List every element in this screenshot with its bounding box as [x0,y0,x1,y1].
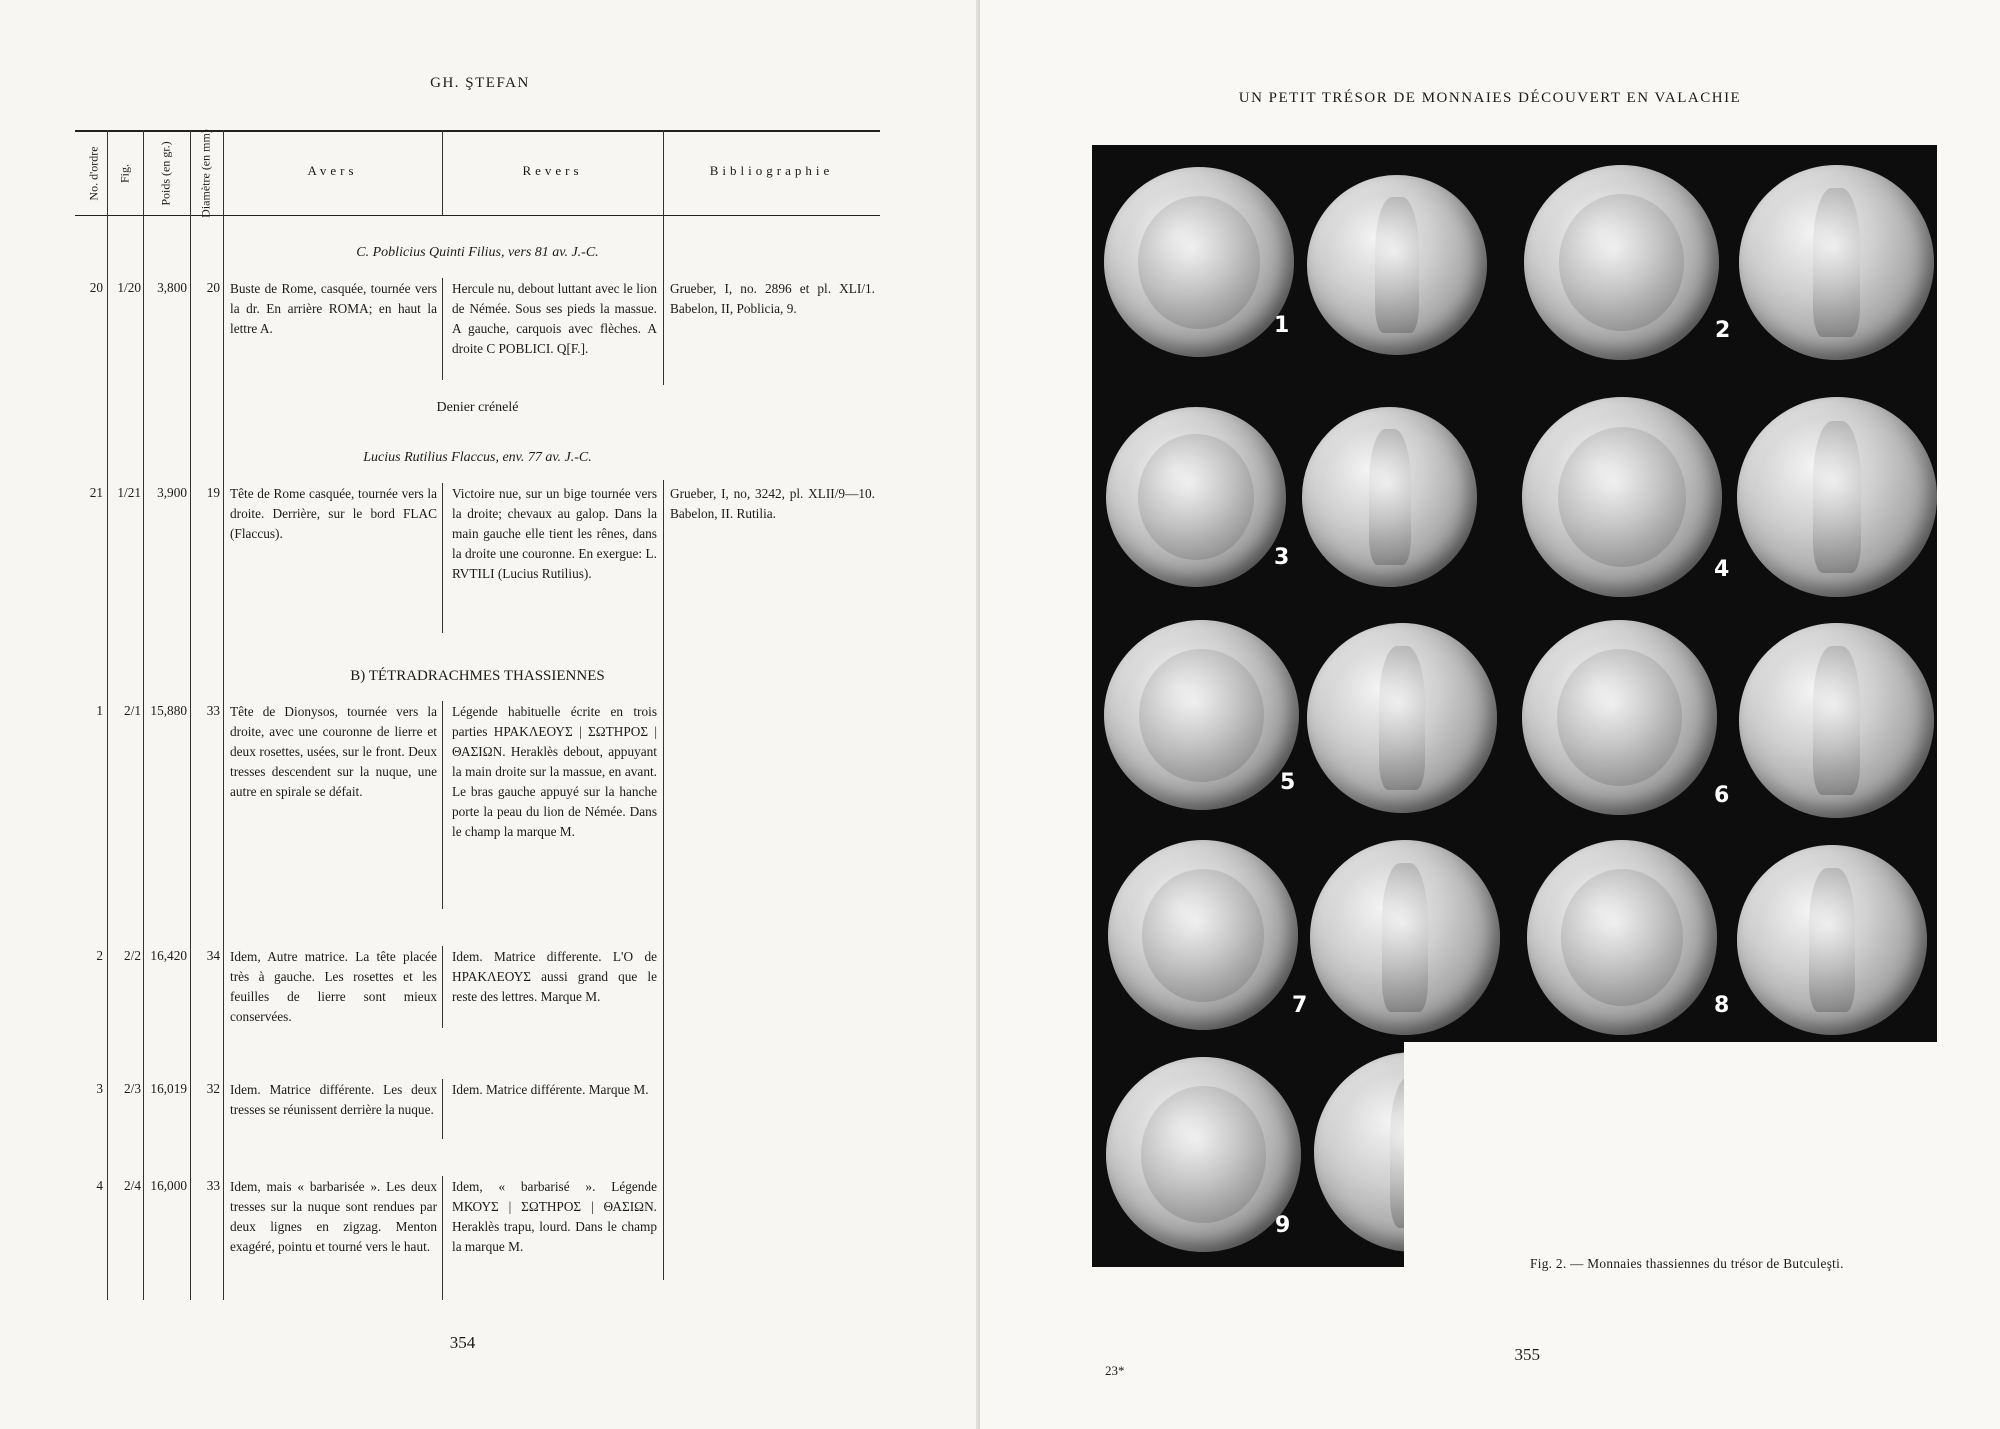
running-head-right: UN PETIT TRÉSOR DE MONNAIES DÉCOUVERT EN VALACHIE [1238,90,1742,106]
header-poids: Poids (en gr.) [158,141,173,206]
row-poids: 15,880 [150,703,187,718]
row-avers: Idem. Matrice différente. Les deux tresses se réunissent derrière la nuque. [230,1082,437,1117]
row-avers: Tête de Rome casquée, tournée vers la droite. Derrière, sur le bord FLAC (Flaccus). [230,486,437,541]
figure-caption: Fig. 2. — Monnaies thassiennes du trésor de Butculeşti. [1530,1256,1844,1271]
row-no: 20 [89,280,103,295]
page-number-right: 355 [1514,1345,1540,1364]
row-revers: Idem. Matrice différente. Marque M. [452,1082,649,1097]
coin-obverse [1106,407,1286,587]
coin-plate [1092,145,1937,1267]
coin-obverse [1106,1057,1301,1252]
row-diametre: 20 [206,280,220,295]
coin-reverse [1307,175,1487,355]
left-page [0,0,980,1429]
row-revers: Idem, « barbarisé ». Légende ΜΚΟΥΣ | ΣΩΤΗΡΟΣ | ΘΑΣΙΩΝ. Heraklès trapu, lourd. Dans le champ la marque M. [452,1179,657,1254]
row-fig: 1/20 [117,280,141,295]
col-line [442,1176,443,1300]
col-line [223,130,224,1300]
row-fig: 2/3 [124,1081,141,1096]
row-avers: Tête de Dionysos, tournée vers la droite, avec une couronne de lierre et deux rosettes, usées, sur le front. Deux tresses descendent sur la nuque, une autre en spirale se défait. [230,704,437,799]
coin-obverse [1522,620,1717,815]
row-poids: 16,000 [150,1178,187,1193]
coin-label: 1 [1274,313,1290,338]
row-poids: 3,800 [157,280,187,295]
coin-obverse [1524,165,1719,360]
header-fig: Fig. [117,164,132,184]
row-no: 4 [96,1178,103,1193]
section-title: Lucius Rutilius Flaccus, env. 77 av. J.-C. [363,450,592,465]
col-line [442,483,443,633]
row-revers: Légende habituelle écrite en trois parties ΗΡΑΚΛΕΟΥΣ | ΣΩΤΗΡΟΣ | ΘΑΣΙΩΝ. Heraklès debout, appuyant la main droite sur la massue, en avant. Le bras gauche appuyé sur la hanche porte la peau du lion de Némée. Dans le champ la marque M. [452,704,657,839]
coin-reverse [1739,623,1934,818]
col-line [663,215,664,385]
header-bibliographie: Bibliographie [709,163,834,178]
coin-reverse [1302,407,1477,587]
row-diametre: 32 [206,1081,220,1096]
row-bibliographie: Grueber, I, no. 2896 et pl. XLI/1. Babelon, II, Poblicia, 9. [670,281,875,316]
coin-reverse [1737,397,1937,597]
col-line [442,1079,443,1139]
row-revers: Idem. Matrice differente. L'O de ΗΡΑΚΛΕΟΥΣ aussi grand que le reste des lettres. Marque M. [452,949,657,1004]
plate-empty-area [1404,1042,1937,1267]
header-no: No. d'ordre [86,146,101,201]
row-no: 21 [89,485,103,500]
col-line [663,480,664,1280]
signature-mark: 23* [1105,1363,1125,1378]
section-title: C. Poblicius Quinti Filius, vers 81 av. J.-C. [356,245,599,260]
running-head-left: GH. ŞTEFAN [430,75,530,91]
row-fig: 2/1 [124,703,141,718]
row-avers: Idem, Autre matrice. La tête placée très à gauche. Les rosettes et les feuilles de lierre sont mieux conservées. [230,949,437,1024]
section-note: Denier crénelé [436,400,519,415]
coin-reverse [1739,165,1934,360]
coin-obverse [1104,620,1299,810]
coin-obverse [1527,840,1717,1035]
coin-label: 5 [1280,770,1296,795]
row-avers: Idem, mais « barbarisée ». Les deux tresses sur la nuque sont rendues par deux lignes en zigzag. Menton exagéré, pointu et tourné vers le haut. [230,1179,437,1254]
row-diametre: 19 [206,485,220,500]
page-number-left: 354 [449,1333,476,1352]
coin-label: 7 [1292,993,1308,1018]
right-page [980,0,2000,1429]
row-diametre: 33 [206,703,220,718]
section-title: B) TÉTRADRACHMES THASSIENNES [350,668,605,684]
row-bibliographie: Grueber, I, no, 3242, pl. XLII/9—10. Babelon, II. Rutilia. [670,486,875,521]
coin-reverse [1310,840,1500,1035]
coin-reverse [1737,845,1927,1035]
row-poids: 3,900 [157,485,187,500]
coin-label: 4 [1714,557,1730,582]
coin-obverse [1522,397,1722,597]
row-poids: 16,420 [150,948,187,963]
coin-label: 6 [1714,783,1730,808]
row-fig: 1/21 [117,485,141,500]
row-fig: 2/2 [124,948,141,963]
row-revers: Hercule nu, debout luttant avec le lion de Némée. Sous ses pieds la massue. A gauche, carquois avec flèches. A droite C POBLICI. Q[F.]. [452,281,657,356]
header-avers: Avers [307,163,358,178]
header-revers: Revers [522,163,583,178]
row-no: 3 [96,1081,103,1096]
header-diametre: Diamètre (en mm) [198,129,213,218]
coin-obverse [1108,840,1298,1030]
table-top-rule [75,130,880,132]
col-line [442,278,443,380]
col-line [442,701,443,909]
row-diametre: 34 [206,948,220,963]
coin-label: 8 [1714,993,1730,1018]
coin-label: 9 [1275,1213,1291,1238]
row-diametre: 33 [206,1178,220,1193]
row-no: 2 [96,948,103,963]
row-poids: 16,019 [150,1081,187,1096]
coin-label: 2 [1715,318,1731,343]
row-revers: Victoire nue, sur un bige tournée vers la droite; chevaux au galop. Dans la main gauche elle tient les rênes, dans la droite une couronne. En exergue: L. RVTILI (Lucius Rutilius). [452,486,657,581]
col-line [442,946,443,1028]
coin-table [75,130,880,1300]
row-avers: Buste de Rome, casquée, tournée vers la dr. En arrière ROMA; en haut la lettre A. [230,281,437,336]
coin-reverse [1307,623,1497,813]
coin-label: 3 [1274,545,1290,570]
table-header-rule [75,215,880,216]
row-fig: 2/4 [124,1178,141,1193]
row-no: 1 [96,703,103,718]
coin-obverse [1104,167,1294,357]
